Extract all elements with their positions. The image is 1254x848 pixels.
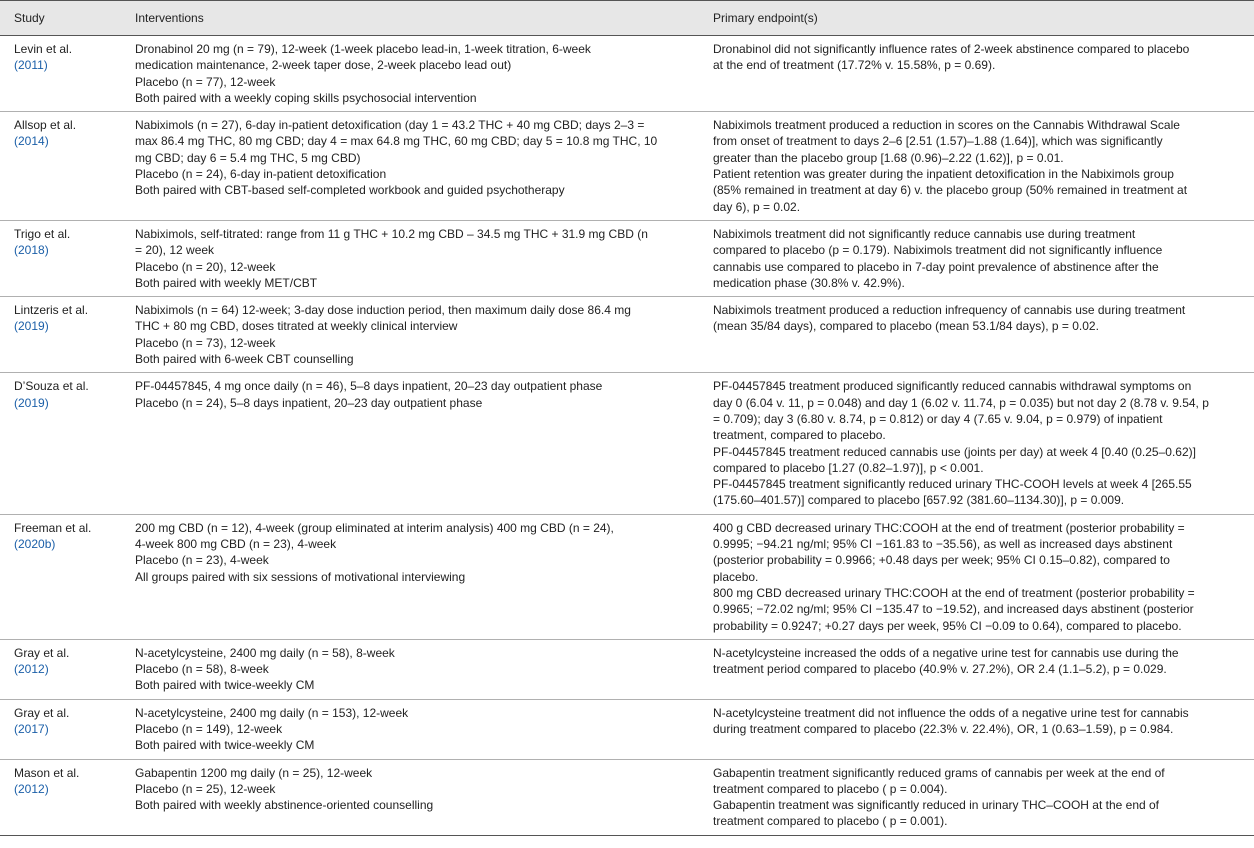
endpoints-line: day 6), p = 0.02. bbox=[713, 199, 801, 214]
endpoints-cell bbox=[699, 759, 1254, 835]
endpoints-line: from onset of treatment to days 2–6 [2.51 (1.57)–1.88 (1.64)], which was significantly bbox=[713, 134, 1163, 149]
study-authors: Gray et al. bbox=[14, 645, 70, 660]
study-cell bbox=[0, 759, 121, 835]
table-row bbox=[0, 639, 1254, 699]
endpoints-line: treatment compared to placebo ( p = 0.004). bbox=[713, 781, 948, 796]
interventions-line: All groups paired with six sessions of motivational interviewing bbox=[135, 569, 466, 584]
interventions-line: PF-04457845, 4 mg once daily (n = 46), 5–8 days inpatient, 20–23 day outpatient phase bbox=[135, 379, 603, 394]
interventions-cell bbox=[121, 112, 699, 221]
endpoints-cell bbox=[699, 112, 1254, 221]
study-authors: Freeman et al. bbox=[14, 520, 92, 535]
interventions-line: Both paired with twice-weekly CM bbox=[135, 678, 315, 693]
endpoints-line: Gabapentin treatment significantly reduced grams of cannabis per week at the end of bbox=[713, 765, 1165, 780]
interventions-line: Placebo (n = 73), 12-week bbox=[135, 335, 276, 350]
table-row bbox=[0, 699, 1254, 759]
interventions-line: Placebo (n = 25), 12-week bbox=[135, 781, 276, 796]
endpoints-line: compared to placebo (p = 0.179). Nabiximols treatment did not significantly influence bbox=[713, 243, 1163, 258]
study-cell bbox=[0, 514, 121, 639]
endpoints-line: N-acetylcysteine treatment did not influence the odds of a negative urine test for cannabis bbox=[713, 705, 1189, 720]
interventions-line: N-acetylcysteine, 2400 mg daily (n = 153), 12-week bbox=[135, 705, 409, 720]
endpoints-line: PF-04457845 treatment significantly reduced urinary THC-COOH levels at week 4 [265.55 bbox=[713, 477, 1192, 492]
endpoints-line: (mean 35/84 days), compared to placebo (mean 53.1/84 days), p = 0.02. bbox=[713, 319, 1099, 334]
interventions-line: = 20), 12 week bbox=[135, 243, 215, 258]
endpoints-line: cannabis use compared to placebo in 7-day point prevalence of abstinence after the bbox=[713, 259, 1159, 274]
table-row bbox=[0, 514, 1254, 639]
interventions-cell bbox=[121, 297, 699, 373]
interventions-cell bbox=[121, 373, 699, 514]
interventions-line: Both paired with weekly MET/CBT bbox=[135, 275, 318, 290]
endpoints-cell bbox=[699, 297, 1254, 373]
endpoints-line: placebo. bbox=[713, 569, 759, 584]
endpoints-line: Gabapentin treatment was significantly reduced in urinary THC–COOH at the end of bbox=[713, 798, 1160, 813]
interventions-line: Both paired with a weekly coping skills psychosocial intervention bbox=[135, 90, 477, 105]
header-interventions: Interventions bbox=[121, 1, 699, 36]
interventions-line: Both paired with 6-week CBT counselling bbox=[135, 352, 354, 367]
study-authors: D’Souza et al. bbox=[14, 379, 89, 394]
study-cell bbox=[0, 699, 121, 759]
endpoints-line: = 0.709); day 3 (6.80 v. 8.74, p = 0.812) or day 4 (7.65 v. 9.04, p = 0.979) of inpatient bbox=[713, 411, 1163, 426]
endpoints-line: (175.60–401.57)] compared to placebo [657.92 (381.60–1134.30)], p = 0.009. bbox=[713, 493, 1125, 508]
study-cell bbox=[0, 220, 121, 296]
table-header bbox=[0, 1, 1254, 36]
interventions-cell bbox=[121, 36, 699, 112]
endpoints-line: Nabiximols treatment produced a reduction in scores on the Cannabis Withdrawal Scale bbox=[713, 118, 1180, 133]
study-authors: Allsop et al. bbox=[14, 118, 77, 133]
endpoints-cell bbox=[699, 699, 1254, 759]
endpoints-line: treatment period compared to placebo (40.9% v. 27.2%), OR 2.4 (1.1–5.2), p = 0.029. bbox=[713, 662, 1167, 677]
study-year-link[interactable]: (2012) bbox=[14, 781, 49, 796]
table-row bbox=[0, 297, 1254, 373]
endpoints-line: 800 mg CBD decreased urinary THC:COOH at the end of treatment (posterior probability = bbox=[713, 585, 1195, 600]
interventions-line: Placebo (n = 23), 4-week bbox=[135, 553, 269, 568]
study-year-link[interactable]: (2014) bbox=[14, 134, 49, 149]
study-year-link[interactable]: (2017) bbox=[14, 721, 49, 736]
interventions-line: Nabiximols, self-titrated: range from 11 g THC + 10.2 mg CBD – 34.5 mg THC + 31.9 mg CBD (n bbox=[135, 226, 648, 241]
endpoints-cell bbox=[699, 373, 1254, 514]
header-primary-endpoints: Primary endpoint(s) bbox=[699, 1, 1254, 36]
study-cell bbox=[0, 639, 121, 699]
endpoints-line: Patient retention was greater during the inpatient detoxification in the Nabiximols group bbox=[713, 167, 1174, 182]
interventions-line: 200 mg CBD (n = 12), 4-week (group eliminated at interim analysis) 400 mg CBD (n = 24), bbox=[135, 520, 614, 535]
endpoints-line: treatment, compared to placebo. bbox=[713, 428, 886, 443]
study-cell bbox=[0, 297, 121, 373]
endpoints-cell bbox=[699, 36, 1254, 112]
endpoints-line: Nabiximols treatment produced a reduction infrequency of cannabis use during treatment bbox=[713, 303, 1186, 318]
interventions-cell bbox=[121, 699, 699, 759]
study-year-link[interactable]: (2018) bbox=[14, 243, 49, 258]
study-authors: Trigo et al. bbox=[14, 226, 71, 241]
study-authors: Lintzeris et al. bbox=[14, 303, 89, 318]
study-year-link[interactable]: (2019) bbox=[14, 319, 49, 334]
study-year-link[interactable]: (2020b) bbox=[14, 537, 56, 552]
interventions-cell bbox=[121, 514, 699, 639]
interventions-line: mg CBD; day 6 = 5.4 mg THC, 5 mg CBD) bbox=[135, 150, 361, 165]
interventions-cell bbox=[121, 759, 699, 835]
interventions-line: Nabiximols (n = 27), 6-day in-patient detoxification (day 1 = 43.2 THC + 40 mg CBD; days 2–3 = bbox=[135, 118, 645, 133]
table-body bbox=[0, 36, 1254, 836]
endpoints-line: (85% remained in treatment at day 6) v. the placebo group (50% remained in treatment at bbox=[713, 183, 1188, 198]
interventions-cell bbox=[121, 639, 699, 699]
interventions-line: 4-week 800 mg CBD (n = 23), 4-week bbox=[135, 537, 337, 552]
table-row bbox=[0, 220, 1254, 296]
endpoints-line: greater than the placebo group [1.68 (0.96)–2.22 (1.62)], p = 0.01. bbox=[713, 150, 1064, 165]
endpoints-line: N-acetylcysteine increased the odds of a negative urine test for cannabis use during the bbox=[713, 645, 1179, 660]
interventions-line: N-acetylcysteine, 2400 mg daily (n = 58), 8-week bbox=[135, 645, 395, 660]
study-authors: Mason et al. bbox=[14, 765, 80, 780]
interventions-line: Placebo (n = 149), 12-week bbox=[135, 721, 283, 736]
interventions-line: Both paired with twice-weekly CM bbox=[135, 738, 315, 753]
endpoints-line: 0.9995; −94.21 ng/ml; 95% CI −161.83 to −35.56), as well as increased days abstinent bbox=[713, 537, 1173, 552]
endpoints-cell bbox=[699, 639, 1254, 699]
interventions-line: Nabiximols (n = 64) 12-week; 3-day dose induction period, then maximum daily dose 86.4 mg bbox=[135, 303, 631, 318]
endpoints-line: probability = 0.9247; +0.27 days per week, 95% CI −0.09 to 0.64), compared to placebo. bbox=[713, 618, 1182, 633]
interventions-line: THC + 80 mg CBD, doses titrated at weekly clinical interview bbox=[135, 319, 458, 334]
endpoints-cell bbox=[699, 514, 1254, 639]
endpoints-line: 0.9965; −72.02 ng/ml; 95% CI −135.47 to −19.52), and increased days abstinent (posterior bbox=[713, 602, 1194, 617]
study-cell bbox=[0, 112, 121, 221]
endpoints-line: 400 g CBD decreased urinary THC:COOH at the end of treatment (posterior probability = bbox=[713, 520, 1185, 535]
endpoints-line: during treatment compared to placebo (22.3% v. 22.4%), OR, 1 (0.63–1.59), p = 0.984. bbox=[713, 721, 1174, 736]
study-authors: Gray et al. bbox=[14, 705, 70, 720]
endpoints-line: (posterior probability = 0.9966; +0.48 days per week; 95% CI 0.15–0.82), compared to bbox=[713, 553, 1170, 568]
study-year-link[interactable]: (2019) bbox=[14, 395, 49, 410]
study-year-link[interactable]: (2012) bbox=[14, 662, 49, 677]
interventions-line: Placebo (n = 24), 5–8 days inpatient, 20–23 day outpatient phase bbox=[135, 395, 483, 410]
endpoints-line: PF-04457845 treatment reduced cannabis use (joints per day) at week 4 [0.40 (0.25–0.62)] bbox=[713, 444, 1196, 459]
header-row bbox=[0, 1, 1254, 36]
interventions-line: Placebo (n = 20), 12-week bbox=[135, 259, 276, 274]
table-row bbox=[0, 759, 1254, 835]
table-row bbox=[0, 36, 1254, 112]
header-study: Study bbox=[0, 1, 121, 36]
study-cell bbox=[0, 373, 121, 514]
study-authors: Levin et al. bbox=[14, 42, 73, 56]
endpoints-cell bbox=[699, 220, 1254, 296]
table-row bbox=[0, 373, 1254, 514]
interventions-line: Both paired with CBT-based self-completed workbook and guided psychotherapy bbox=[135, 183, 565, 198]
interventions-line: max 86.4 mg THC, 80 mg CBD; day 4 = max 64.8 mg THC, 60 mg CBD; day 5 = 10.8 mg THC, 10 bbox=[135, 134, 658, 149]
endpoints-line: Nabiximols treatment did not significantly reduce cannabis use during treatment bbox=[713, 226, 1136, 241]
interventions-line: medication maintenance, 2-week taper dose, 2-week placebo lead out) bbox=[135, 58, 512, 73]
endpoints-line: medication phase (30.8% v. 42.9%). bbox=[713, 275, 905, 290]
interventions-line: Placebo (n = 24), 6-day in-patient detoxification bbox=[135, 167, 387, 182]
endpoints-line: day 0 (6.04 v. 11, p = 0.048) and day 1 (6.02 v. 11.74, p = 0.035) but not day 2 (8.78 v. 9.54, p bbox=[713, 395, 1209, 410]
interventions-line: Dronabinol 20 mg (n = 79), 12-week (1-week placebo lead-in, 1-week titration, 6-week bbox=[135, 42, 591, 56]
endpoints-line: treatment compared to placebo ( p = 0.001). bbox=[713, 814, 948, 829]
study-year-link[interactable]: (2011) bbox=[14, 58, 48, 73]
endpoints-line: at the end of treatment (17.72% v. 15.58%, p = 0.69). bbox=[713, 58, 996, 73]
interventions-line: Placebo (n = 58), 8-week bbox=[135, 662, 269, 677]
endpoints-line: PF-04457845 treatment produced significantly reduced cannabis withdrawal symptoms on bbox=[713, 379, 1192, 394]
interventions-line: Both paired with weekly abstinence-oriented counselling bbox=[135, 798, 434, 813]
interventions-cell bbox=[121, 220, 699, 296]
interventions-line: Gabapentin 1200 mg daily (n = 25), 12-week bbox=[135, 765, 373, 780]
interventions-line: Placebo (n = 77), 12-week bbox=[135, 74, 276, 89]
study-cell bbox=[0, 36, 121, 112]
table-row bbox=[0, 112, 1254, 221]
endpoints-line: Dronabinol did not significantly influence rates of 2-week abstinence compared to placebo bbox=[713, 42, 1190, 56]
endpoints-line: compared to placebo [1.27 (0.82–1.97)], p < 0.001. bbox=[713, 460, 984, 475]
